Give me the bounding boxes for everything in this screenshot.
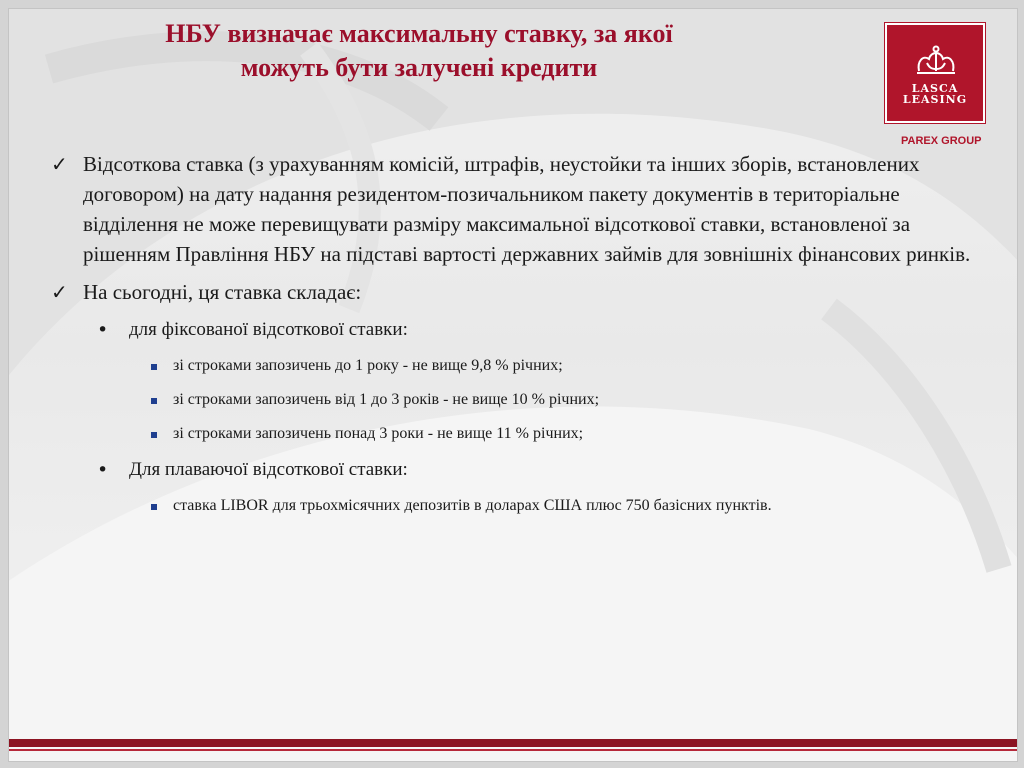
company-logo: [885, 23, 985, 123]
rate-text: зі строками запозичень понад 3 роки - не вище 11 % річних;: [173, 425, 584, 442]
checkmark-icon: ✓: [51, 280, 68, 304]
rate-text: зі строками запозичень від 1 до 3 років - не вище 10 % річних;: [173, 391, 600, 408]
crown-icon: [913, 45, 959, 79]
rate-text: ставка LIBOR для трьохмісячних депозитів в доларах США плюс 750 базісних пунктів.: [173, 497, 772, 514]
rate-item: [49, 355, 979, 377]
bullet-text: На сьогодні, ця ставка складає:: [83, 280, 362, 304]
slide-title: [69, 17, 769, 85]
bullet-dot-icon: •: [97, 319, 109, 341]
parex-group-label: PAREX GROUP: [901, 135, 982, 147]
logo-text-leasing: LEASING: [902, 93, 968, 106]
rate-text: зі строками запозичень до 1 року - не вище 9,8 % річних;: [173, 357, 563, 374]
square-bullet-icon: [151, 432, 157, 438]
bullet-item: [49, 149, 979, 269]
title-line-1: НБУ визначає максимальну ставку, за якої: [165, 19, 673, 48]
bullet-text: Відсоткова ставка (з урахуванням комісій, штрафів, неустойки та інших зборів, встановлених договором) на дату надання резидентом-позичальником пакету документів в територіальне відділення не може перевищувати разміру максимальної відсоткової ставки, встановленої за рішенням Правління НБУ на підставі вартості державних займів для зовнішніх фінансових ринків.: [83, 152, 971, 266]
sub-bullet-floating: [49, 457, 979, 483]
footer-bar-thin: [9, 749, 1017, 751]
slide: [8, 8, 1018, 762]
bullet-dot-icon: •: [97, 459, 109, 481]
logo-text-lasca: LASCA: [911, 82, 959, 95]
title-line-2: можуть бути залучені кредити: [240, 53, 598, 82]
footer-bar: [9, 739, 1017, 747]
bullet-item: [49, 277, 979, 307]
rate-item: [49, 495, 979, 517]
square-bullet-icon: [151, 398, 157, 404]
sub-bullet-text: Для плаваючої відсоткової ставки:: [129, 459, 408, 480]
rate-item: [49, 423, 979, 445]
sub-bullet-fixed: [49, 317, 979, 343]
square-bullet-icon: [151, 364, 157, 370]
sub-bullet-text: для фіксованої відсоткової ставки:: [129, 319, 408, 340]
square-bullet-icon: [151, 504, 157, 510]
checkmark-icon: ✓: [51, 152, 68, 176]
slide-content: [49, 149, 979, 529]
rate-item: [49, 389, 979, 411]
